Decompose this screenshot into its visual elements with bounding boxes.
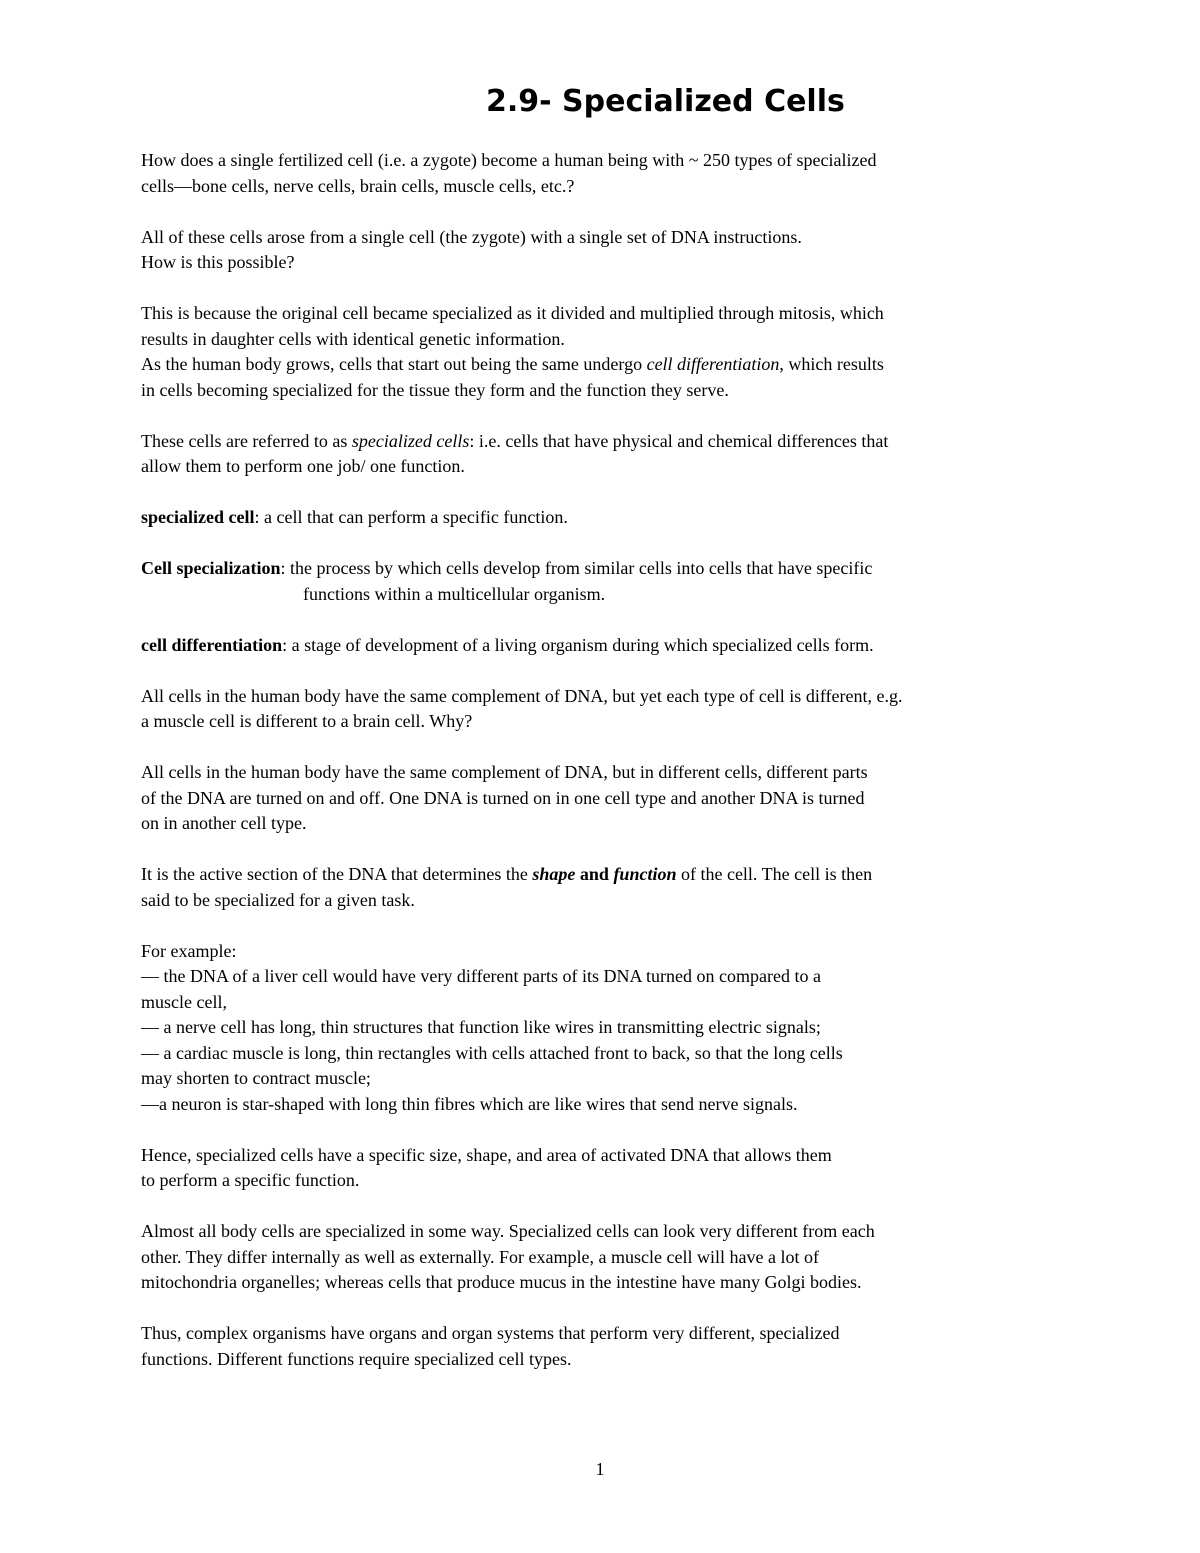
text-line: results in daughter cells with identical genetic information. xyxy=(141,328,565,349)
text-line: functions. Different functions require specialized cell types. xyxy=(141,1348,572,1369)
example-item: — the DNA of a liver cell would have very different parts of its DNA turned on compared to a xyxy=(141,966,821,986)
paragraph-because xyxy=(141,301,1021,403)
definition-specialized-cell xyxy=(141,505,1021,531)
text-line: to perform a specific function. xyxy=(141,1170,360,1190)
page-title: 2.9- Specialized Cells xyxy=(486,84,845,119)
paragraph-hence xyxy=(141,1143,1021,1194)
text-line: cells—bone cells, nerve cells, brain cells, muscle cells, etc.? xyxy=(141,175,575,196)
text-line: Almost all body cells are specialized in some way. Specialized cells can look very different from each xyxy=(141,1221,875,1241)
definition-text: : the process by which cells develop from similar cells into cells that have specific xyxy=(280,558,873,578)
definition-term: cell differentiation xyxy=(141,634,283,655)
text-line: Thus, complex organisms have organs and organ systems that perform very different, specialized xyxy=(141,1323,840,1343)
italic-term: cell differentiation xyxy=(646,354,780,374)
definition-term: specialized cell xyxy=(141,507,255,527)
text-line: All of these cells arose from a single cell (the zygote) with a single set of DNA instructions. xyxy=(141,226,802,247)
definition-text: : a stage of development of a living organism during which specialized cells form. xyxy=(282,634,874,655)
paragraph-complement-question xyxy=(141,684,1021,735)
text-line xyxy=(141,556,1021,582)
text-line: in cells becoming specialized for the tissue they form and the function they serve. xyxy=(141,379,729,400)
document-body xyxy=(141,148,1021,1398)
paragraph-referred xyxy=(141,429,1021,480)
text-line: All cells in the human body have the same complement of DNA, but in different cells, different parts xyxy=(141,762,868,782)
text-line: Hence, specialized cells have a specific size, shape, and area of activated DNA that allows them xyxy=(141,1144,832,1165)
text-line xyxy=(141,429,1021,455)
definition-term: Cell specialization xyxy=(141,558,281,578)
text-line: of the DNA are turned on and off. One DNA is turned on in one cell type and another DNA is turned xyxy=(141,787,865,808)
paragraph-active-section xyxy=(141,862,1021,913)
text-line: on in another cell type. xyxy=(141,813,307,833)
definition-continuation: functions within a multicellular organism. xyxy=(303,583,606,604)
example-item: — a cardiac muscle is long, thin rectangles with cells attached front to back, so that the long cells xyxy=(141,1042,843,1063)
text-line: said to be specialized for a given task. xyxy=(141,889,415,910)
definition-text: : a cell that can perform a specific function. xyxy=(254,507,568,527)
paragraph-examples xyxy=(141,939,1021,1118)
text-run: As the human body grows, cells that start out being the same undergo xyxy=(141,354,647,374)
emphasis-function: function xyxy=(613,864,677,884)
text-line: mitochondria organelles; whereas cells that produce mucus in the intestine have many Golgi bodies. xyxy=(141,1272,862,1292)
italic-term: specialized cells xyxy=(351,430,470,451)
examples-heading: For example: xyxy=(141,940,237,961)
text-run: of the cell. The cell is then xyxy=(676,864,873,884)
text-line: a muscle cell is different to a brain cell. Why? xyxy=(141,711,473,731)
text-line xyxy=(141,633,1021,659)
emphasis-and: and xyxy=(575,864,614,884)
paragraph-almost xyxy=(141,1219,1021,1296)
definition-cell-differentiation xyxy=(141,633,1021,659)
paragraph-thus xyxy=(141,1321,1021,1372)
paragraph-intro xyxy=(141,148,1021,199)
text-line xyxy=(141,505,1021,531)
text-run: : i.e. cells that have physical and chemical differences that xyxy=(469,430,889,451)
text-line: allow them to perform one job/ one function. xyxy=(141,456,465,476)
text-line xyxy=(141,862,1021,888)
text-line: How does a single fertilized cell (i.e. a zygote) become a human being with ~ 250 types of specialized xyxy=(141,150,877,170)
emphasis-shape: shape xyxy=(532,864,576,884)
text-run: , which results xyxy=(779,354,884,374)
example-item: muscle cell, xyxy=(141,991,227,1012)
text-line: This is because the original cell became specialized as it divided and multiplied through mitosis, which xyxy=(141,303,884,323)
text-line: All cells in the human body have the same complement of DNA, but yet each type of cell is different, e.g. xyxy=(141,685,903,706)
text-line: How is this possible? xyxy=(141,252,295,272)
text-line: other. They differ internally as well as externally. For example, a muscle cell will have a lot of xyxy=(141,1246,819,1267)
example-item: —a neuron is star-shaped with long thin fibres which are like wires that send nerve signals. xyxy=(141,1093,798,1114)
paragraph-origin xyxy=(141,225,1021,276)
text-run: These cells are referred to as xyxy=(141,430,352,451)
text-line xyxy=(141,352,1021,378)
example-item: may shorten to contract muscle; xyxy=(141,1068,371,1088)
definition-cell-specialization xyxy=(141,556,1021,607)
text-run: It is the active section of the DNA that determines the xyxy=(141,864,533,884)
paragraph-complement-answer xyxy=(141,760,1021,837)
page-number: 1 xyxy=(595,1459,605,1479)
example-item: — a nerve cell has long, thin structures that function like wires in transmitting electric signals; xyxy=(141,1017,821,1037)
